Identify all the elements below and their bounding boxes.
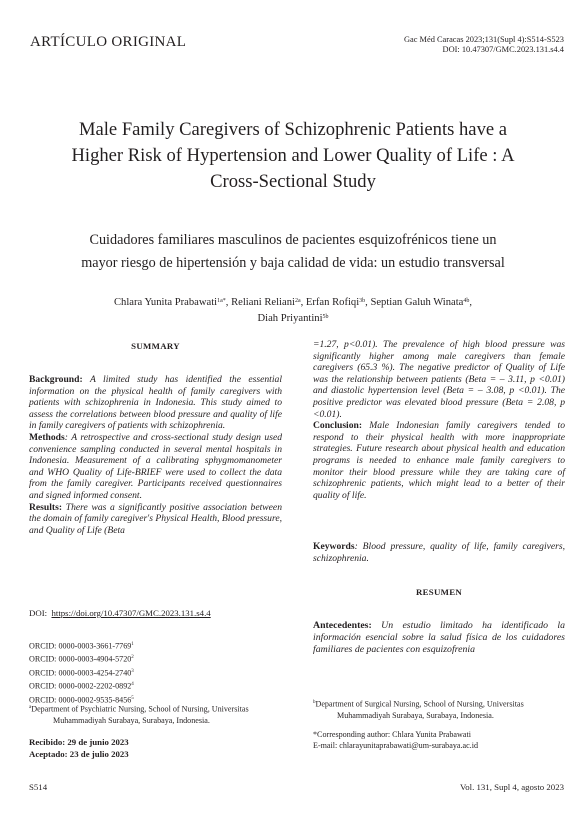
- orcid-list: [29, 639, 282, 706]
- resumen-heading: RESUMEN: [415, 587, 463, 597]
- title-line: Cross-Sectional Study: [210, 171, 376, 192]
- resumen-abstract: Antecedentes: Un estudio limitado ha identificado la información esencial sobre la salud física de los cuidadores familiares de pacientes con esquizofrenia: [313, 620, 565, 656]
- issue-info: Vol. 131, Supl 4, agosto 2023: [460, 782, 564, 792]
- corresponding-author: [313, 729, 565, 751]
- author: Reliani Reliani$^{2a}$,: [231, 297, 306, 308]
- affiliation-a: $^a$Department of Psychiatric Nursing, School of Nursing, Universitas Muhammadiyah Surabaya, Surabaya, Indonesia.: [29, 704, 249, 725]
- summary-heading: SUMMARY: [131, 341, 180, 351]
- orcid-item: ORCID: 0000-0003-3661-7769$^1$: [29, 641, 134, 651]
- background-paragraph: Background: A limited study has identified the essential information on the physical health of family caregivers with patients with schizophrenia in Indonesia. This study aimed to assess the correlations between blood pressure and quality of life in family caregivers of patients with schizophrenia.: [29, 374, 282, 432]
- journal-citation: Gac Méd Caracas 2023;131(Supl 4):S514-S523: [403, 35, 564, 44]
- journal-reference: [404, 35, 564, 55]
- article-subtitle: [26, 229, 560, 275]
- affiliation-b: $^b$Department of Surgical Nursing, School of Nursing, Universitas Muhammadiyah Surabaya, Surabaya, Indonesia.: [313, 699, 524, 720]
- doi-link[interactable]: https://doi.org/10.47307/GMC.2023.131.s4.4: [51, 608, 211, 618]
- received-date: Recibido: 29 de junio 2023: [29, 737, 129, 747]
- subtitle-line: mayor riesgo de hipertensión y baja calidad de vida: un estudio transversal: [81, 255, 505, 271]
- orcid-item: ORCID: 0000-0002-2202-0892$^4$: [29, 682, 134, 692]
- keywords: Keywords: Blood pressure, quality of life, family caregivers, schizophrenia.: [313, 541, 565, 564]
- page-number: S514: [29, 782, 48, 792]
- methods-paragraph: Methods: A retrospective and cross-sectional study design used convenience sampling conducted in several mental hospitals in Indonesia. Measurement of a calibrating sphygmomanometer and WHO Quality of Life-BRIEF were used to collect the data from the family caregiver. Participants received questionnaires and signed informed consent.: [29, 431, 282, 501]
- article-title: [20, 117, 566, 195]
- summary-abstract-continued: [313, 339, 565, 501]
- summary-abstract: [29, 374, 282, 536]
- conclusion-paragraph: Conclusion: Male Indonesian family caregivers tended to respond to their physical health with more inappropriate strategies. Future research about physical health and education programs is needed to enhance male family caregivers to monitor their blood pressure while they are taking care of schizophrenic patients, which might lead to a better of their quality of life.: [313, 420, 565, 501]
- results-continued: =1.27, p<0.01). The prevalence of high blood pressure was significantly higher among male caregivers than female caregivers (65.3 %). The negative predictor of Quality of Life was the relationship between patients (Beta = – 3.11, p <0.01) and diastolic hypertension level (Beta = – 3.08, p <0.01). The positive predictor was elevated blood pressure (Beta = 2.08, p <0.01).: [313, 339, 565, 420]
- subtitle-line: Cuidadores familiares masculinos de pacientes esquizofrénicos tiene un: [89, 232, 497, 248]
- accepted-date: Aceptado: 23 de julio 2023: [29, 748, 129, 759]
- article-dates: [29, 737, 282, 761]
- author: Chlara Yunita Prabawati$^{1a*}$,: [113, 297, 232, 308]
- corresponding-name: *Corresponding author: Chlara Yunita Prabawati: [313, 730, 471, 739]
- title-line: Male Family Caregivers of Schizophrenic Patients have a: [78, 119, 508, 140]
- doi-line: [29, 608, 282, 618]
- author: Diah Priyantini$^{5b}$: [257, 313, 329, 324]
- section-label: ARTÍCULO ORIGINAL: [30, 34, 187, 50]
- orcid-item: ORCID: 0000-0003-4254-2740$^3$: [29, 668, 134, 678]
- author: Septian Galuh Winata$^{4b}$,: [370, 297, 473, 308]
- orcid-item: ORCID: 0000-0003-4904-5720$^2$: [29, 655, 134, 665]
- doi-label: DOI:: [29, 608, 48, 618]
- results-paragraph: Results: There was a significantly positive association between the domain of family caregiver's Physical Health, Blood pressure, and Quality of Life (Beta: [29, 501, 282, 536]
- journal-doi: DOI: 10.47307/GMC.2023.131.s4.4: [442, 45, 564, 54]
- author-list: [40, 294, 546, 326]
- corresponding-email: E-mail: chlarayunitaprabawati@um-surabaya.ac.id: [313, 741, 478, 750]
- author: Erfan Rofiqi$^{3b}$,: [305, 297, 371, 308]
- orcid-item: ORCID: 0000-0002-9535-8456$^5$: [29, 695, 134, 705]
- title-line: Higher Risk of Hypertension and Lower Quality of Life : A: [71, 145, 515, 166]
